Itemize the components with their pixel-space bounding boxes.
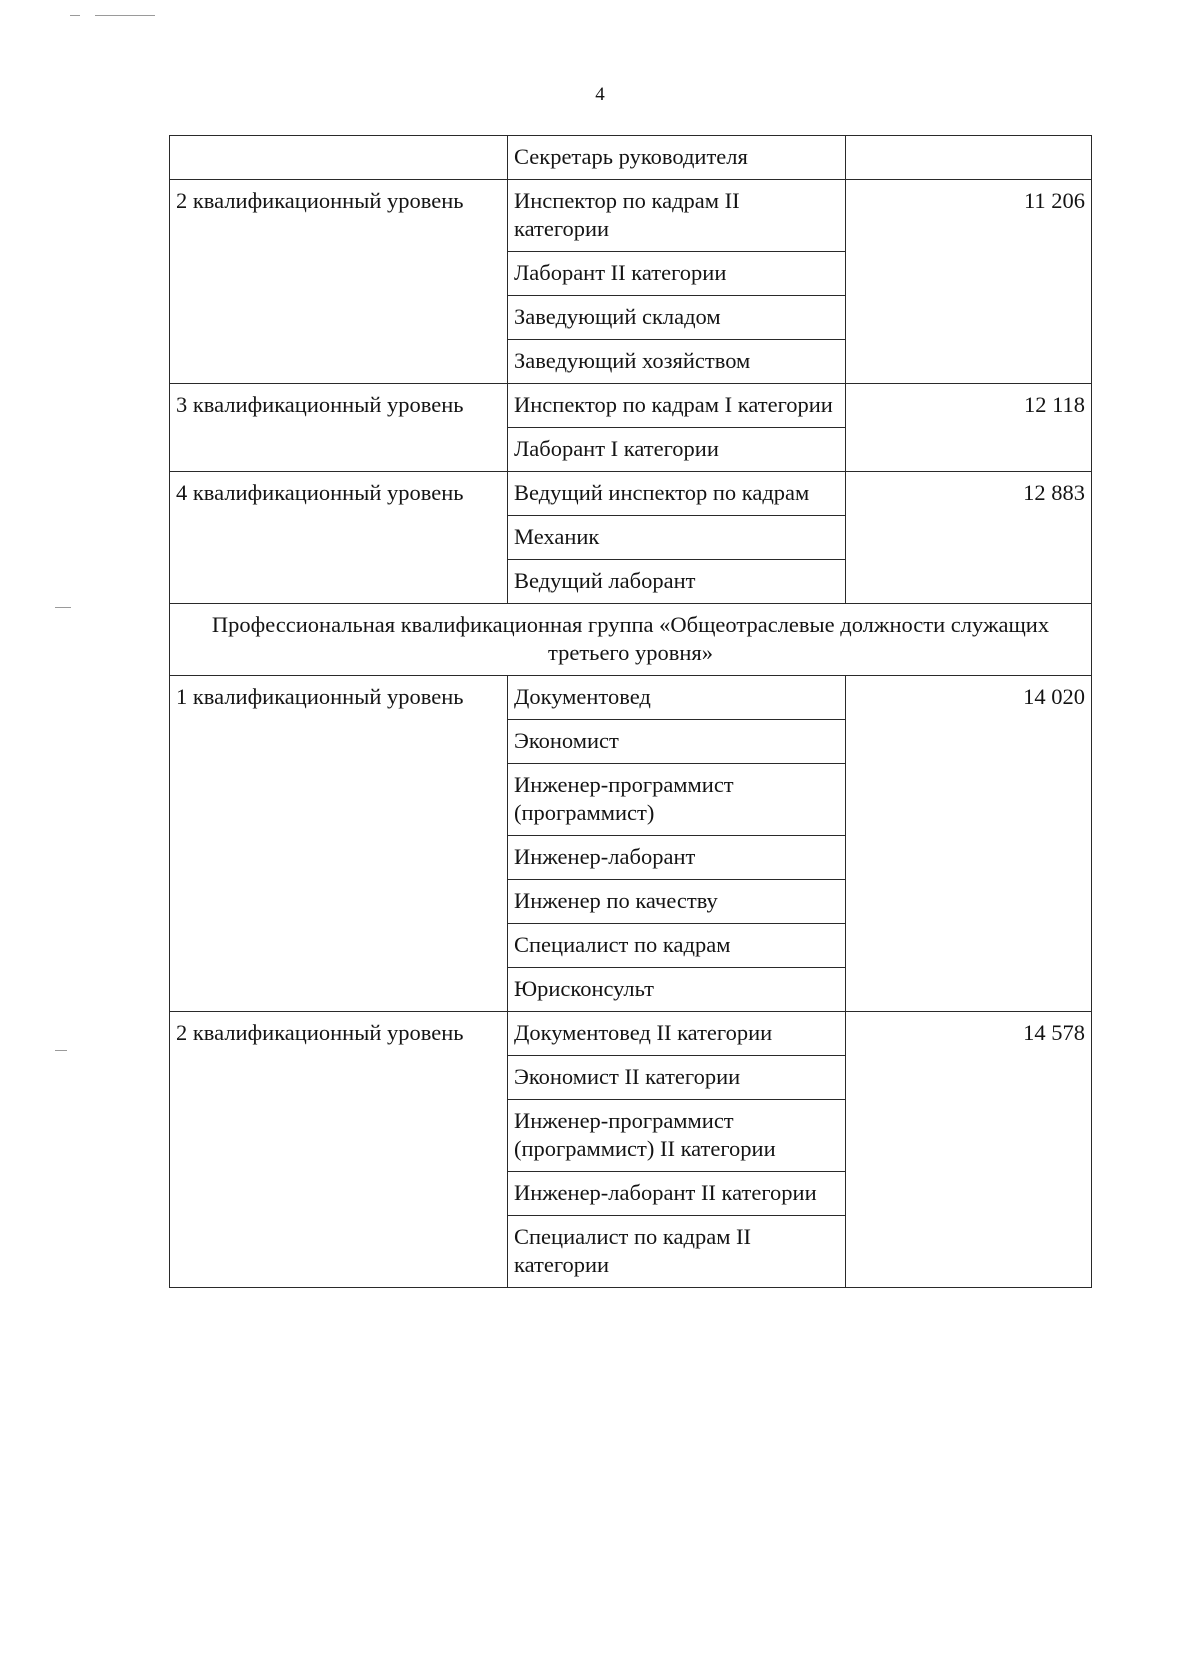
position-name: Лаборант II категории [508, 252, 846, 296]
table-row [170, 472, 1092, 516]
position-name: Экономист II категории [508, 1056, 846, 1100]
salary-value [846, 136, 1092, 180]
scan-artifact [55, 1050, 67, 1051]
position-name: Юрисконсульт [508, 968, 846, 1012]
position-name: Лаборант I категории [508, 428, 846, 472]
table-row [170, 180, 1092, 252]
table-row [170, 676, 1092, 720]
position-name: Документовед [508, 676, 846, 720]
position-name: Ведущий инспектор по кадрам [508, 472, 846, 516]
position-name: Инженер-лаборант II категории [508, 1172, 846, 1216]
position-name: Механик [508, 516, 846, 560]
table-row [170, 1012, 1092, 1056]
table-row [170, 384, 1092, 428]
salary-value: 11 206 [846, 180, 1092, 384]
scan-artifact [70, 15, 80, 16]
page-number: 4 [595, 84, 605, 105]
position-name: Секретарь руководителя [508, 136, 846, 180]
qualification-level: 4 квалификационный уровень [170, 472, 508, 604]
table-row [170, 136, 1092, 180]
position-name: Экономист [508, 720, 846, 764]
group-title: Профессиональная квалификационная группа «Общеотраслевые должности служащих третьего уровня» [170, 604, 1092, 676]
qualification-level: 2 квалификационный уровень [170, 1012, 508, 1288]
position-name: Специалист по кадрам II категории [508, 1216, 846, 1288]
position-name: Документовед II категории [508, 1012, 846, 1056]
qualification-level: 1 квалификационный уровень [170, 676, 508, 1012]
qualification-level: 3 квалификационный уровень [170, 384, 508, 472]
qualification-level: 2 квалификационный уровень [170, 180, 508, 384]
position-name: Заведующий хозяйством [508, 340, 846, 384]
position-name: Инженер по качеству [508, 880, 846, 924]
position-name: Ведущий лаборант [508, 560, 846, 604]
scan-artifact [55, 607, 71, 608]
position-name: Инспектор по кадрам II категории [508, 180, 846, 252]
scan-artifact [95, 15, 155, 16]
salary-value: 14 578 [846, 1012, 1092, 1288]
group-header-row [170, 604, 1092, 676]
qualification-table [169, 135, 1092, 1288]
position-name: Инженер-лаборант [508, 836, 846, 880]
position-name: Специалист по кадрам [508, 924, 846, 968]
salary-value: 14 020 [846, 676, 1092, 1012]
qualification-level [170, 136, 508, 180]
salary-value: 12 118 [846, 384, 1092, 472]
position-name: Инженер-программист (программист) [508, 764, 846, 836]
position-name: Инспектор по кадрам I категории [508, 384, 846, 428]
position-name: Заведующий складом [508, 296, 846, 340]
salary-value: 12 883 [846, 472, 1092, 604]
position-name: Инженер-программист (программист) II категории [508, 1100, 846, 1172]
